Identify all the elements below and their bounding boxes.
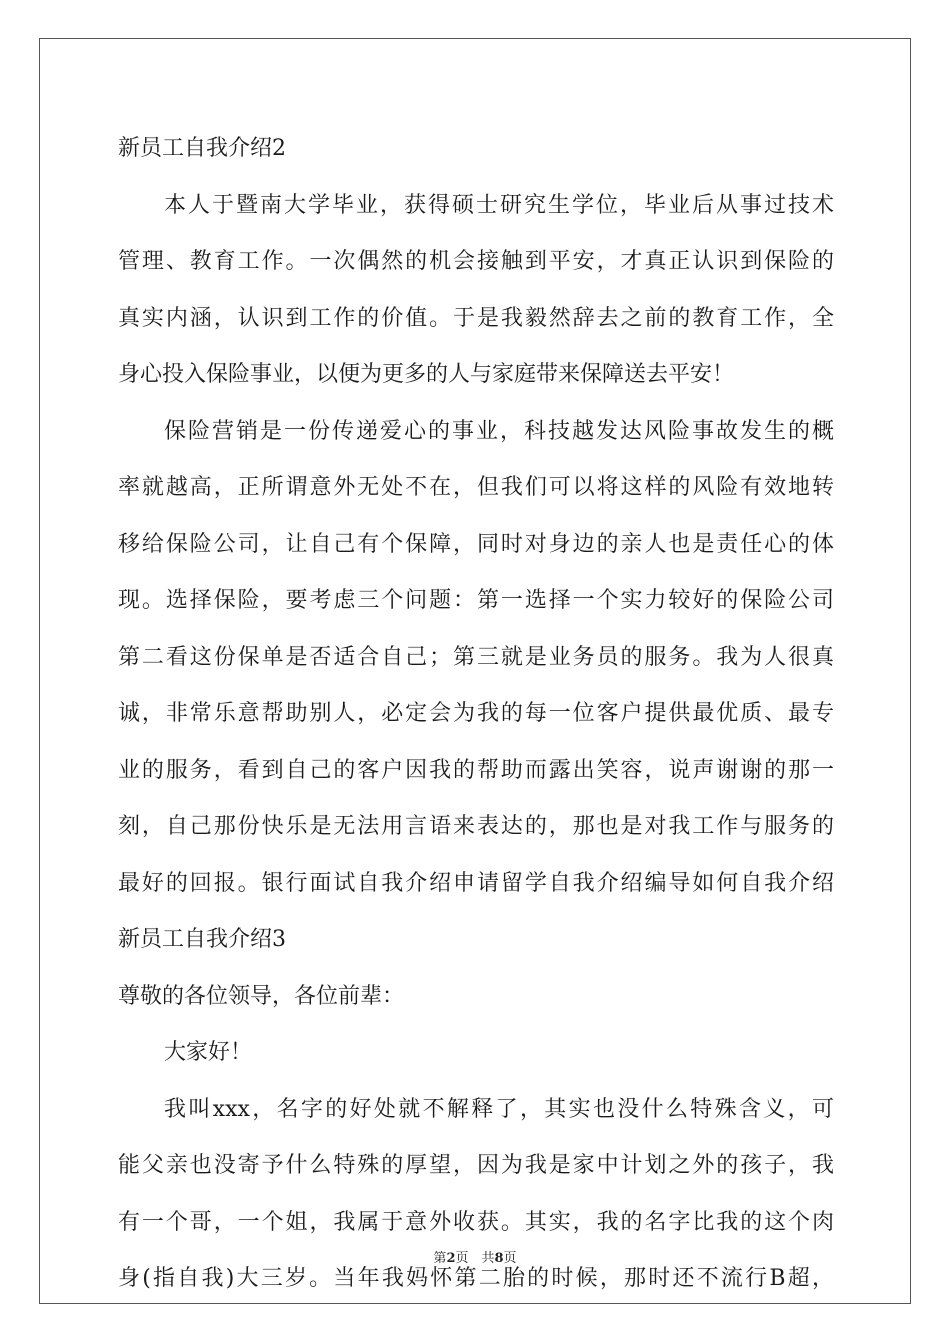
text-line: 现。选择保险，要考虑三个问题：第一选择一个实力较好的保险公司	[118, 588, 834, 613]
text-line: 第二看这份保单是否适合自己；第三就是业务员的服务。我为人很真	[118, 644, 834, 670]
text-line: 我叫xxx，名字的好处就不解释了，其实也没什么特殊含义，可	[164, 1096, 834, 1122]
text-line: 新员工自我介绍3	[118, 927, 286, 952]
text-line: 大家好！	[164, 1040, 253, 1065]
text-line: 能父亲也没寄予什么特殊的厚望，因为我是家中计划之外的孩子，我	[118, 1153, 834, 1178]
text-line: 保险营销是一份传递爱心的事业，科技越发达风险事故发生的概	[164, 418, 834, 444]
document-body	[118, 121, 834, 1308]
text-line: 身心投入保险事业，以便为更多的人与家庭带来保障送去平安！	[118, 362, 735, 387]
text-line: 诚，非常乐意帮助别人，必定会为我的每一位客户提供最优质、最专	[118, 701, 834, 726]
page-footer	[0, 1247, 950, 1266]
text-line: 最好的回报。银行面试自我介绍申请留学自我介绍编导如何自我介绍	[118, 870, 834, 896]
text-line: 业的服务，看到自己的客户因我的帮助而露出笑容，说声谢谢的那一	[118, 757, 834, 783]
footer-suffix: 页	[503, 1251, 517, 1266]
footer-prefix: 第	[433, 1251, 447, 1266]
total-page-count: 8	[494, 1251, 504, 1266]
text-line: 率就越高，正所谓意外无处不在，但我们可以将这样的风险有效地转	[118, 475, 834, 500]
footer-mid: 页 共	[455, 1251, 495, 1266]
text-line: 管理、教育工作。一次偶然的机会接触到平安，才真正认识到保险的	[118, 249, 834, 274]
text-line: 本人于暨南大学毕业，获得硕士研究生学位，毕业后从事过技术	[164, 192, 834, 218]
text-line: 新员工自我介绍2	[118, 136, 286, 161]
text-line: 真实内涵，认识到工作的价值。于是我毅然辞去之前的教育工作，全	[118, 305, 834, 331]
text-line: 有一个哥，一个姐，我属于意外收获。其实，我的名字比我的这个肉	[118, 1209, 834, 1235]
text-line: 尊敬的各位领导，各位前辈：	[118, 983, 405, 1009]
current-page-number: 2	[446, 1251, 456, 1266]
text-line: 身(指自我)大三岁。当年我妈怀第二胎的时候，那时还不流行B超，	[118, 1266, 834, 1291]
text-line: 刻，自己那份快乐是无法用言语来表达的，那也是对我工作与服务的	[118, 814, 834, 839]
text-line: 移给保险公司，让自己有个保障，同时对身边的亲人也是责任心的体	[118, 531, 834, 557]
